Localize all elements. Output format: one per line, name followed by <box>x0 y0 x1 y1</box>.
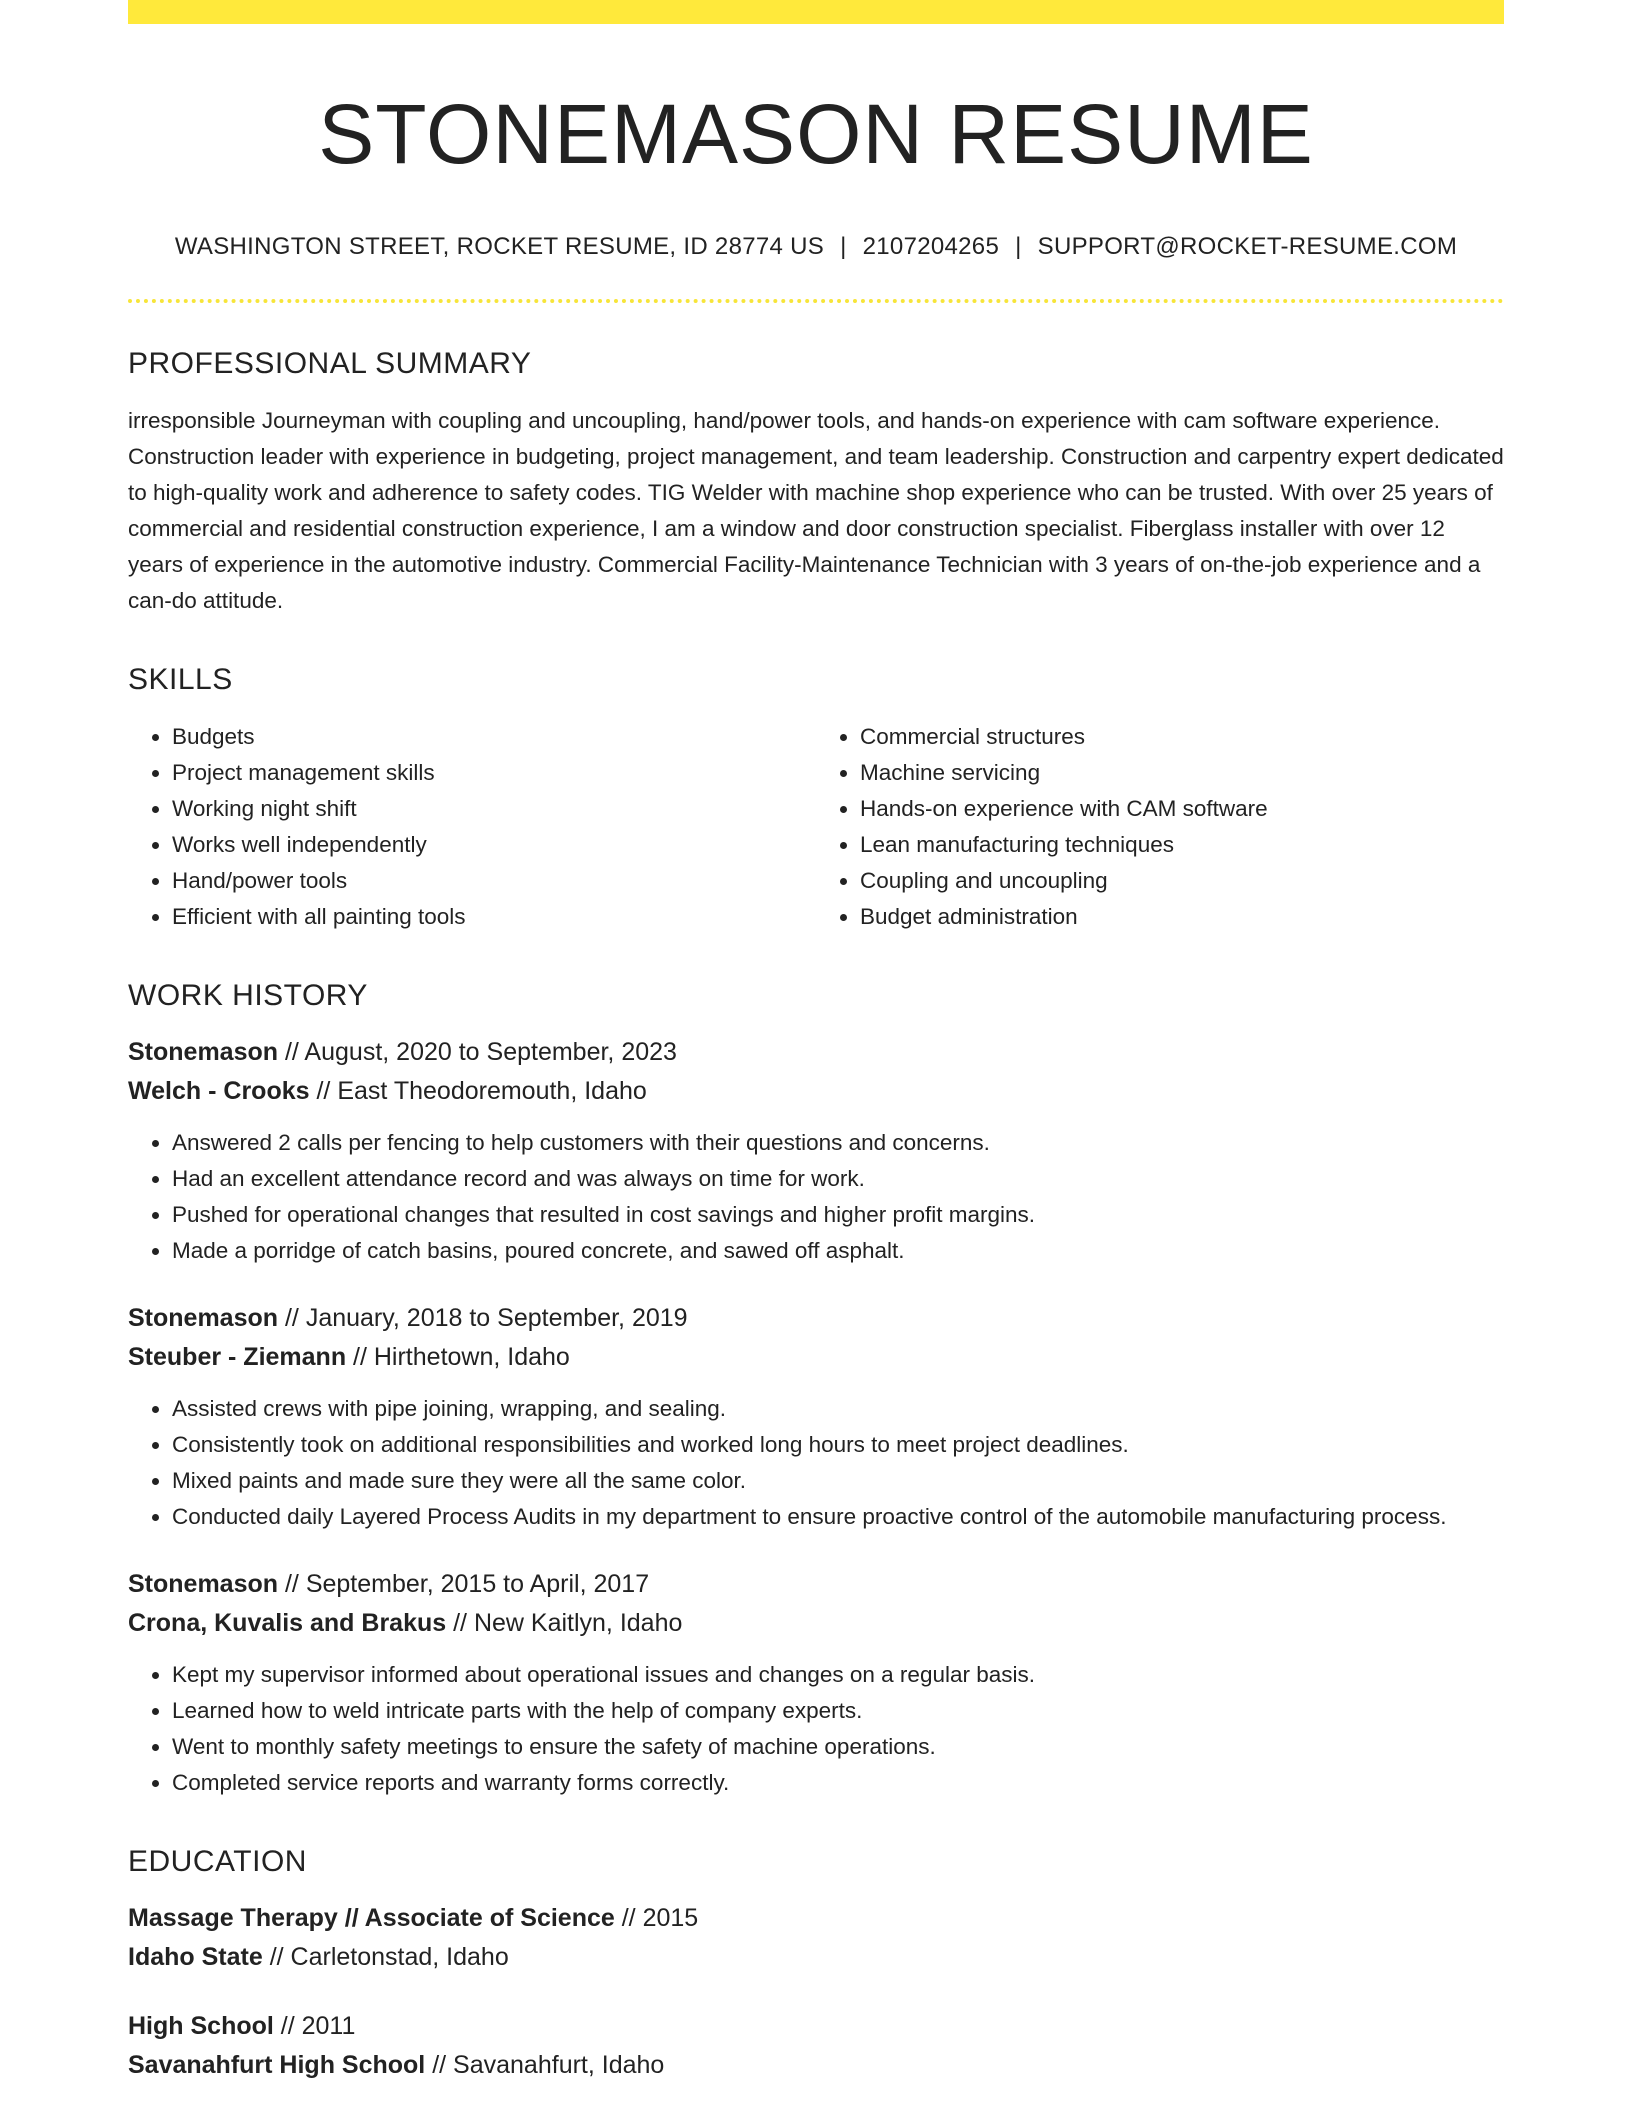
job-bullet: • Kept my supervisor informed about operational issues and changes on a regular basis. <box>172 1657 1504 1693</box>
job-bullets <box>128 1391 1504 1535</box>
skill-item: • Efficient with all painting tools <box>172 899 816 935</box>
job-bullet: • Completed service reports and warranty forms correctly. <box>172 1765 1504 1801</box>
job-bullet: • Learned how to weld intricate parts with the help of company experts. <box>172 1693 1504 1729</box>
job-location: // New Kaitlyn, Idaho <box>446 1608 683 1637</box>
school: Idaho State <box>128 1942 263 1971</box>
job-bullet: • Conducted daily Layered Process Audits in my department to ensure proactive control of the automobile manufacturing process. <box>172 1499 1504 1535</box>
contact-line <box>128 233 1504 261</box>
top-accent-bar <box>128 0 1504 24</box>
job-title-line <box>128 1033 1504 1072</box>
job-title-line <box>128 1565 1504 1604</box>
education-entry <box>128 2007 1504 2085</box>
phone: 2107204265 <box>862 232 1000 260</box>
skill-item: • Hands-on experience with CAM software <box>860 791 1504 827</box>
job-title-line <box>128 1299 1504 1338</box>
skill-item: • Lean manufacturing techniques <box>860 827 1504 863</box>
job-entry <box>128 1299 1504 1535</box>
job-bullet: • Answered 2 calls per fencing to help customers with their questions and concerns. <box>172 1125 1504 1161</box>
job-title: Stonemason <box>128 1037 279 1066</box>
job-bullet: • Assisted crews with pipe joining, wrapping, and sealing. <box>172 1391 1504 1427</box>
job-title: Stonemason <box>128 1569 279 1598</box>
job-bullets <box>128 1657 1504 1801</box>
email: SUPPORT@ROCKET-RESUME.COM <box>1037 232 1458 260</box>
job-dates: // January, 2018 to September, 2019 <box>278 1303 688 1332</box>
skill-item: • Commercial structures <box>860 719 1504 755</box>
job-company-line <box>128 1072 1504 1111</box>
graduation-year: // 2011 <box>273 2011 356 2040</box>
job-company-line <box>128 1604 1504 1643</box>
degree: Massage Therapy // Associate of Science <box>128 1903 615 1932</box>
skill-item: • Budgets <box>172 719 816 755</box>
job-bullet: • Mixed paints and made sure they were all the same color. <box>172 1463 1504 1499</box>
work-history-heading: WORK HISTORY <box>128 978 368 1012</box>
skill-item: • Budget administration <box>860 899 1504 935</box>
school-line <box>128 2046 1504 2085</box>
skill-item: • Working night shift <box>172 791 816 827</box>
school-location: // Carletonstad, Idaho <box>262 1942 509 1971</box>
degree-line <box>128 2007 1504 2046</box>
job-company-line <box>128 1338 1504 1377</box>
skill-item: • Machine servicing <box>860 755 1504 791</box>
graduation-year: // 2015 <box>614 1903 699 1932</box>
contact-separator: | <box>1015 232 1022 260</box>
contact-separator: | <box>840 232 847 260</box>
job-location: // Hirthetown, Idaho <box>346 1342 570 1371</box>
job-bullets <box>128 1125 1504 1269</box>
education-section <box>128 1845 1504 2085</box>
school-location: // Savanahfurt, Idaho <box>425 2050 665 2079</box>
work-history-section <box>128 979 1504 1801</box>
summary-text: irresponsible Journeyman with coupling and uncoupling, hand/power tools, and hands-on experience with cam software experience. Construction leader with experience in budgeting, project management, and team leadership. Construction and carpentry expert dedicated to high-quality work and adherence to safety codes. TIG Welder with machine shop experience who can be trusted. With over 25 years of commercial and residential construction experience, I am a window and door construction specialist. Fiberglass installer with over 12 years of experience in the automotive industry. Commercial Facility-Maintenance Technician with 3 years of on-the-job experience and a can-do attitude. <box>128 407 1504 613</box>
job-dates: // August, 2020 to September, 2023 <box>278 1037 677 1066</box>
job-bullet: • Made a porridge of catch basins, poured concrete, and sawed off asphalt. <box>172 1233 1504 1269</box>
job-entry <box>128 1565 1504 1801</box>
degree: High School <box>128 2011 274 2040</box>
job-title: Stonemason <box>128 1303 279 1332</box>
resume-title: STONEMASON RESUME <box>318 87 1314 181</box>
summary-section <box>128 347 1504 619</box>
school: Savanahfurt High School <box>128 2050 426 2079</box>
job-location: // East Theodoremouth, Idaho <box>309 1076 647 1105</box>
job-company: Welch - Crooks <box>128 1076 310 1105</box>
address: WASHINGTON STREET, ROCKET RESUME, ID 28774 US <box>174 232 825 260</box>
skills-columns <box>128 719 1504 935</box>
job-dates: // September, 2015 to April, 2017 <box>278 1569 650 1598</box>
skills-list-left <box>128 719 816 935</box>
job-company: Steuber - Ziemann <box>128 1342 347 1371</box>
skills-heading: SKILLS <box>128 662 233 696</box>
skill-item: • Hand/power tools <box>172 863 816 899</box>
education-entry <box>128 1899 1504 1977</box>
dotted-divider <box>128 299 1504 303</box>
resume-page <box>128 0 1504 2085</box>
job-company: Crona, Kuvalis and Brakus <box>128 1608 447 1637</box>
job-bullet: • Pushed for operational changes that resulted in cost savings and higher profit margins. <box>172 1197 1504 1233</box>
school-line <box>128 1938 1504 1977</box>
job-entry <box>128 1033 1504 1269</box>
skills-list-right <box>816 719 1504 935</box>
skills-section <box>128 663 1504 935</box>
job-bullet: • Went to monthly safety meetings to ensure the safety of machine operations. <box>172 1729 1504 1765</box>
education-heading: EDUCATION <box>128 1844 307 1878</box>
skill-item: • Project management skills <box>172 755 816 791</box>
summary-heading: PROFESSIONAL SUMMARY <box>128 346 532 380</box>
job-bullet: • Consistently took on additional responsibilities and worked long hours to meet project deadlines. <box>172 1427 1504 1463</box>
skill-item: • Coupling and uncoupling <box>860 863 1504 899</box>
job-bullet: • Had an excellent attendance record and was always on time for work. <box>172 1161 1504 1197</box>
degree-line <box>128 1899 1504 1938</box>
skill-item: • Works well independently <box>172 827 816 863</box>
